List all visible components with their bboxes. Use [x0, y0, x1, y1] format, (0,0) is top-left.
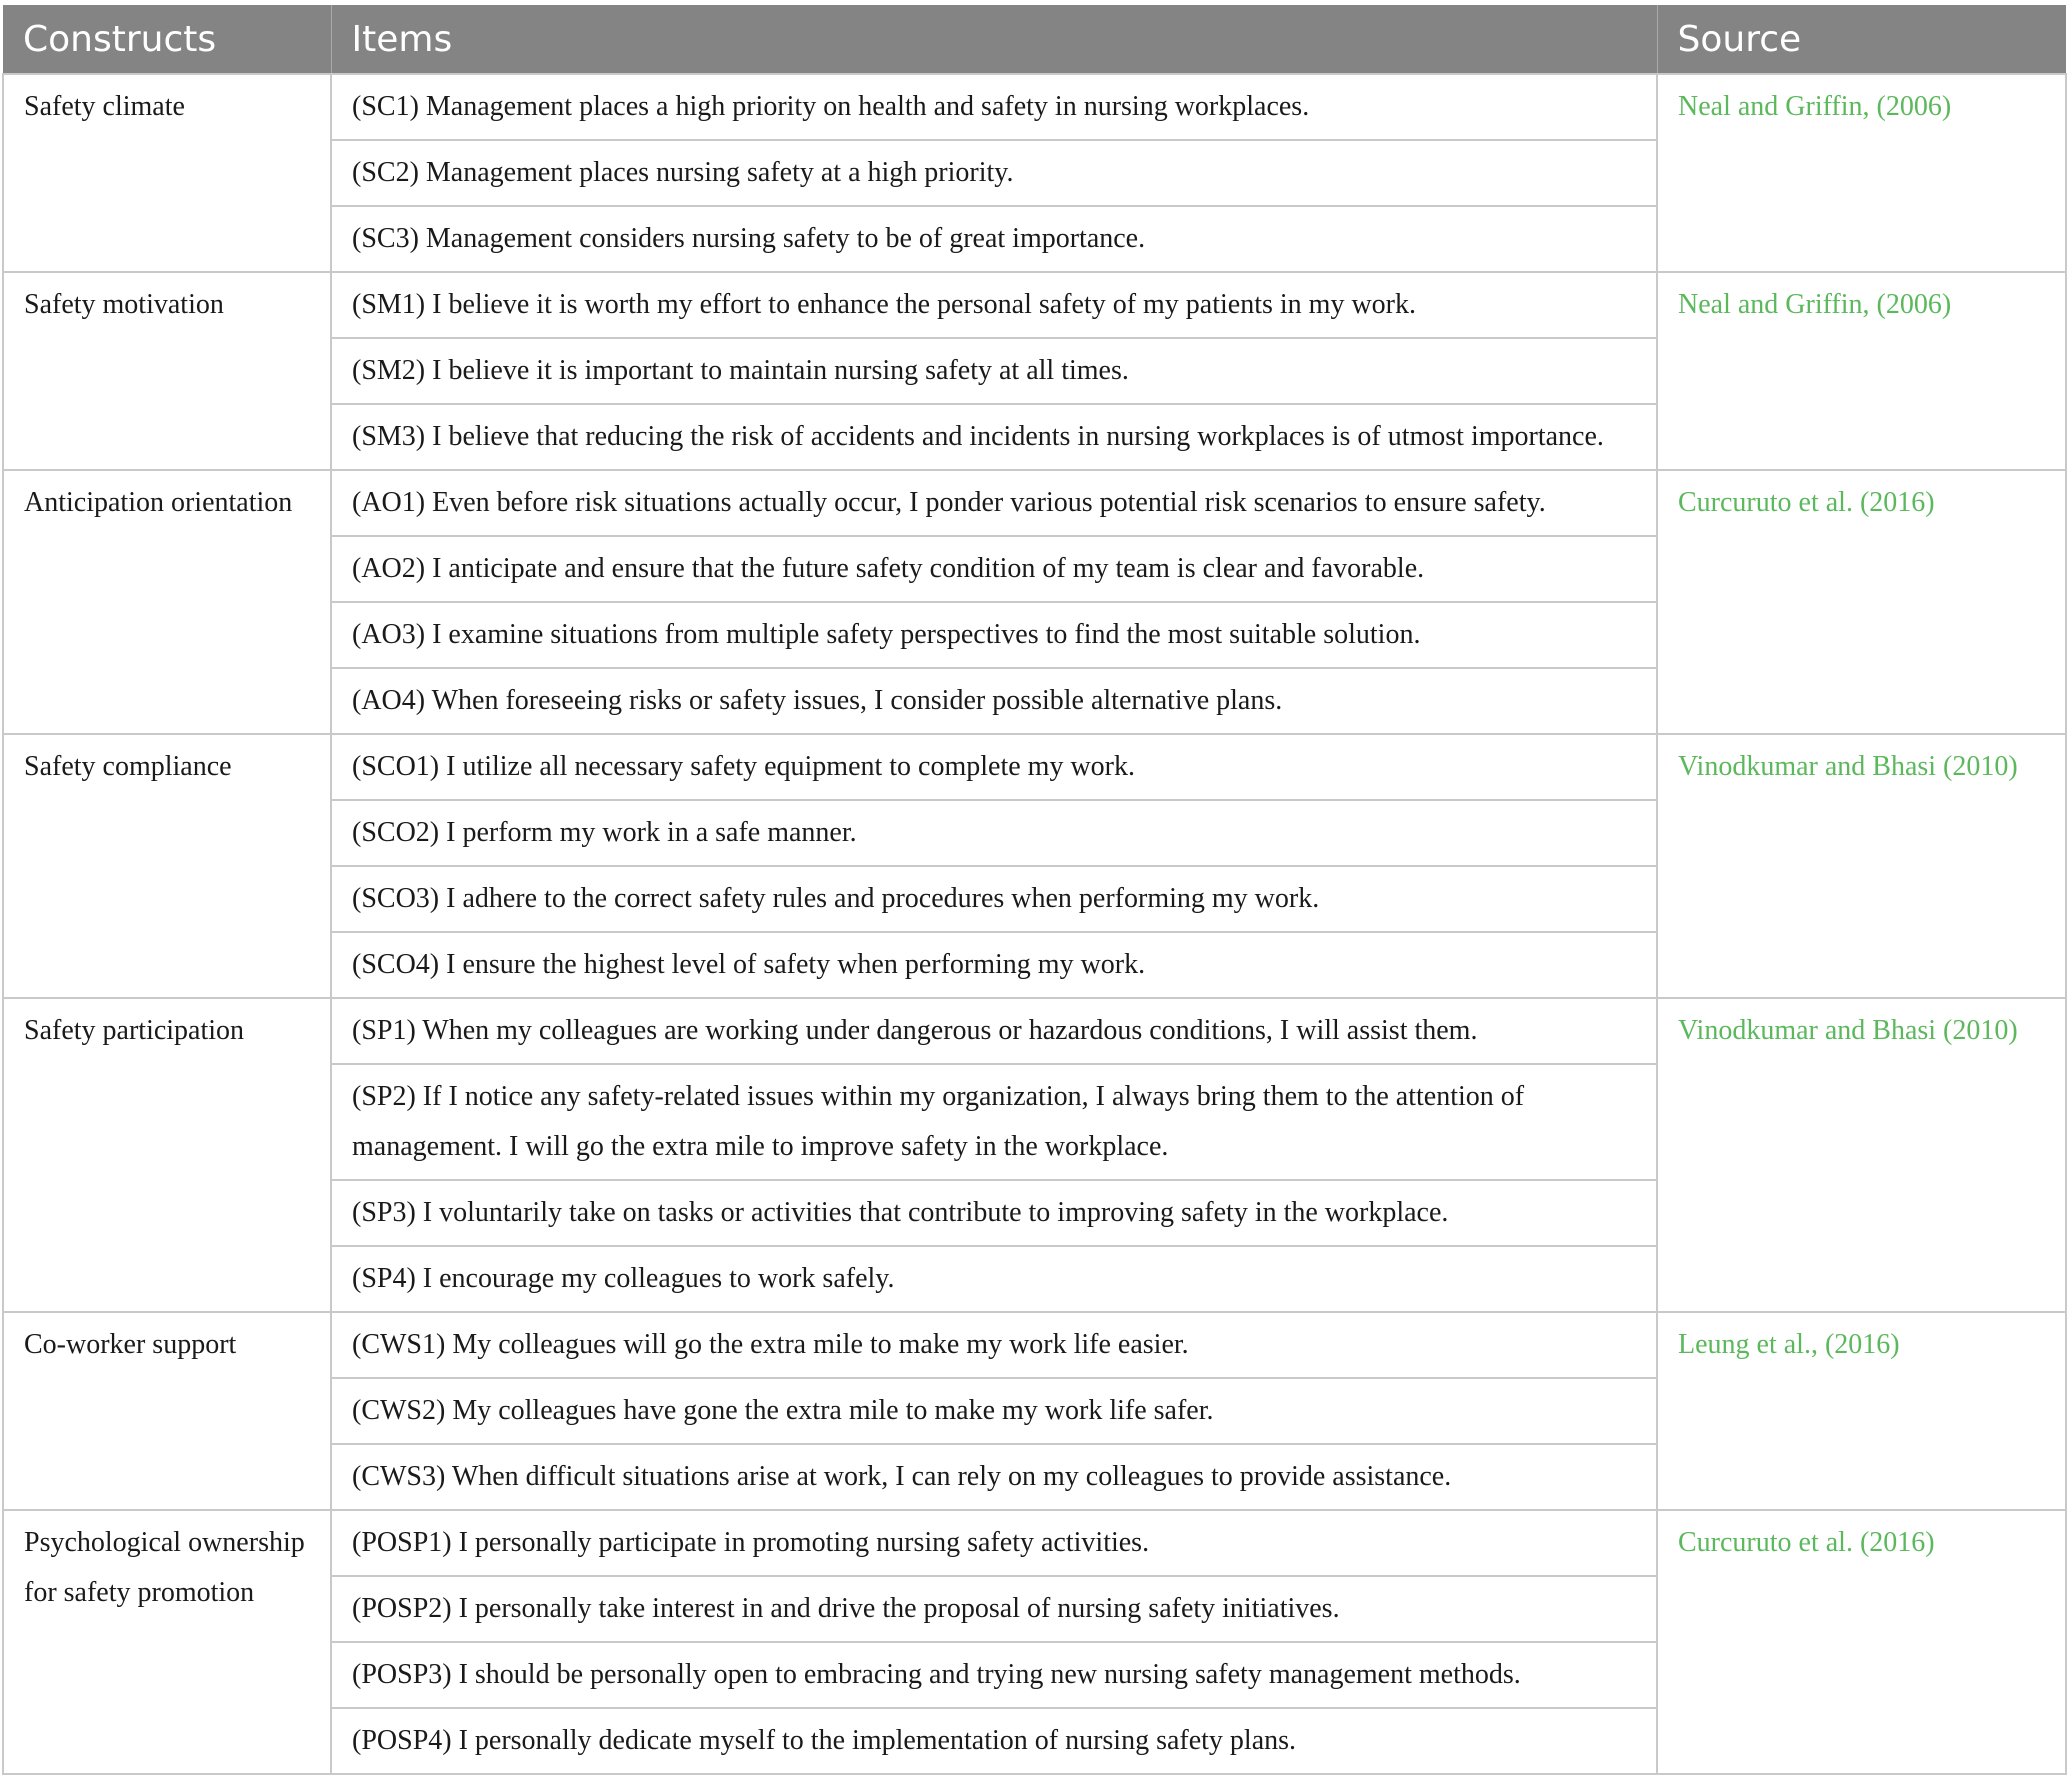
table-row: [3, 734, 2066, 800]
construct-cell: Anticipation orientation: [3, 470, 331, 734]
item-cell: (SM3) I believe that reducing the risk of accidents and incidents in nursing workplaces is of utmost importance.: [331, 404, 1657, 470]
item-cell: (AO4) When foreseeing risks or safety issues, I consider possible alternative plans.: [331, 668, 1657, 734]
item-cell: (AO2) I anticipate and ensure that the future safety condition of my team is clear and favorable.: [331, 536, 1657, 602]
table-row: [3, 1312, 2066, 1378]
construct-cell: Safety participation: [3, 998, 331, 1312]
construct-cell: Safety compliance: [3, 734, 331, 998]
header-items: Items: [331, 5, 1657, 74]
item-cell: (SCO3) I adhere to the correct safety rules and procedures when performing my work.: [331, 866, 1657, 932]
table-body: [3, 74, 2066, 1774]
item-cell: (POSP1) I personally participate in promoting nursing safety activities.: [331, 1510, 1657, 1576]
item-cell: (SP1) When my colleagues are working under dangerous or hazardous conditions, I will assist them.: [331, 998, 1657, 1064]
item-cell: (SCO4) I ensure the highest level of safety when performing my work.: [331, 932, 1657, 998]
source-cell: Vinodkumar and Bhasi (2010): [1657, 734, 2066, 998]
item-cell: (SM1) I believe it is worth my effort to enhance the personal safety of my patients in my work.: [331, 272, 1657, 338]
table-row: [3, 470, 2066, 536]
item-cell: (CWS1) My colleagues will go the extra mile to make my work life easier.: [331, 1312, 1657, 1378]
source-cell: Vinodkumar and Bhasi (2010): [1657, 998, 2066, 1312]
header-source: Source: [1657, 5, 2066, 74]
item-cell: (SM2) I believe it is important to maintain nursing safety at all times.: [331, 338, 1657, 404]
item-cell: (SP4) I encourage my colleagues to work safely.: [331, 1246, 1657, 1312]
constructs-table: [2, 5, 2067, 1775]
item-cell: (AO1) Even before risk situations actually occur, I ponder various potential risk scenarios to ensure safety.: [331, 470, 1657, 536]
item-cell: (POSP2) I personally take interest in and drive the proposal of nursing safety initiatives.: [331, 1576, 1657, 1642]
item-cell: (POSP3) I should be personally open to embracing and trying new nursing safety management methods.: [331, 1642, 1657, 1708]
item-cell: (AO3) I examine situations from multiple safety perspectives to find the most suitable solution.: [331, 602, 1657, 668]
source-cell: Neal and Griffin, (2006): [1657, 74, 2066, 272]
item-cell: (SP3) I voluntarily take on tasks or activities that contribute to improving safety in the workplace.: [331, 1180, 1657, 1246]
item-cell: (SCO1) I utilize all necessary safety equipment to complete my work.: [331, 734, 1657, 800]
source-cell: Leung et al., (2016): [1657, 1312, 2066, 1510]
item-cell: (SCO2) I perform my work in a safe manner.: [331, 800, 1657, 866]
source-cell: Curcuruto et al. (2016): [1657, 470, 2066, 734]
construct-cell: Psychological ownership for safety promotion: [3, 1510, 331, 1774]
item-cell: (SC2) Management places nursing safety at a high priority.: [331, 140, 1657, 206]
item-cell: (SP2) If I notice any safety-related issues within my organization, I always bring them to the attention of management. I will go the extra mile to improve safety in the workplace.: [331, 1064, 1657, 1180]
table-row: [3, 1510, 2066, 1576]
header-row: [3, 5, 2066, 74]
table-row: [3, 74, 2066, 140]
item-cell: (POSP4) I personally dedicate myself to the implementation of nursing safety plans.: [331, 1708, 1657, 1774]
item-cell: (CWS2) My colleagues have gone the extra mile to make my work life safer.: [331, 1378, 1657, 1444]
source-cell: Neal and Griffin, (2006): [1657, 272, 2066, 470]
item-cell: (SC3) Management considers nursing safety to be of great importance.: [331, 206, 1657, 272]
construct-cell: Safety climate: [3, 74, 331, 272]
table-row: [3, 998, 2066, 1064]
item-cell: (SC1) Management places a high priority on health and safety in nursing workplaces.: [331, 74, 1657, 140]
construct-cell: Safety motivation: [3, 272, 331, 470]
source-cell: Curcuruto et al. (2016): [1657, 1510, 2066, 1774]
table-row: [3, 272, 2066, 338]
construct-cell: Co-worker support: [3, 1312, 331, 1510]
item-cell: (CWS3) When difficult situations arise at work, I can rely on my colleagues to provide assistance.: [331, 1444, 1657, 1510]
header-constructs: Constructs: [3, 5, 331, 74]
